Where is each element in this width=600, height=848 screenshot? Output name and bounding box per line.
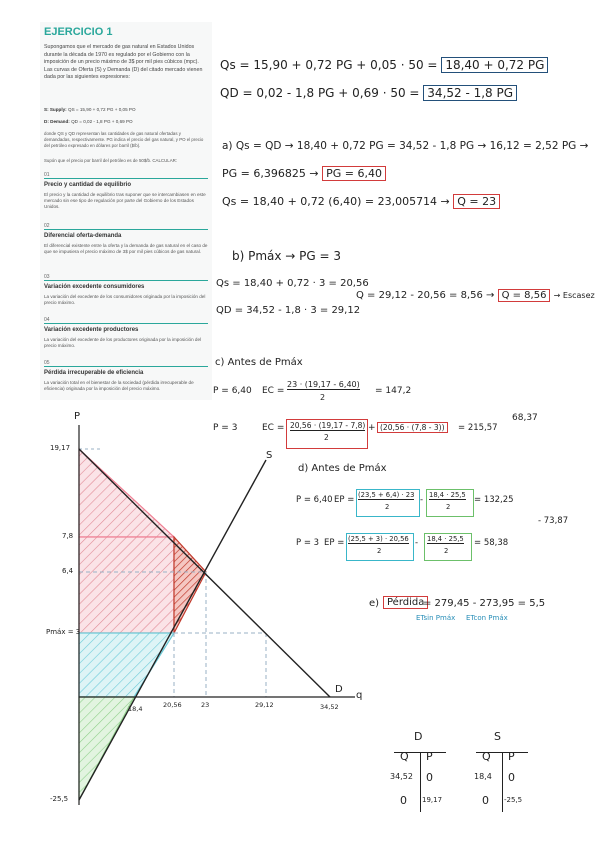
part-d-ep1-minus: - bbox=[420, 495, 424, 505]
section-desc-consumers: La variación del excedente de los consumidores originada por la imposición del precio máximo. bbox=[44, 294, 206, 305]
y-tick-6-4: 6,4 bbox=[62, 567, 74, 575]
part-c-ec2-box2: (20,56 · (7,8 - 3)) bbox=[377, 422, 448, 433]
producer-surplus-hatch bbox=[79, 633, 174, 697]
supply-table bbox=[476, 752, 528, 814]
demand-cell: 0 bbox=[400, 794, 407, 807]
part-c-ec1-num: 23 · (19,17 - 6,40) bbox=[287, 380, 360, 389]
demand-head-q: Q bbox=[400, 750, 409, 763]
part-e-loss-box: Pérdida bbox=[383, 596, 428, 609]
demand-cell: 34,52 bbox=[390, 772, 413, 781]
part-e-under-sin: ETsin Pmáx bbox=[416, 614, 456, 622]
x-tick-18-4: 18,4 bbox=[128, 705, 143, 713]
exercise-intro: Supongamos que el mercado de gas natural en Estados Unidos durante la década de 1970 es regulado por el Gobierno con la imposición de un precio máximo de 3$ por mil pies cúbicos (mpc). Las curvas de Oferta (S) y Demanda (D) del citado mercado vienen dada por las siguientes expresiones: bbox=[44, 44, 203, 81]
qd-equation: QD = 0,02 - 1,8 PG + 0,69 · 50 = 34,52 - 1,8 PG bbox=[220, 86, 517, 100]
section-desc-deadweight: La variación total en el bienestar de la sociedad (pérdida irrecuperable de eficiencia) originada por la imposición del precio máximo. bbox=[44, 380, 194, 391]
x-axis-label: q bbox=[356, 690, 363, 701]
section-desc-equilibrium: El precio y la cantidad de equilibrio tras suponer que se intercambiasen en este mercado sin ese tipo de regulación por parte del Gobierno de los Estados Unidos. bbox=[44, 192, 206, 209]
part-d-ep2-minus: - bbox=[415, 538, 419, 548]
demand-cell: 0 bbox=[426, 771, 433, 784]
supply-equation: S: Supply: QS = 15,90 + 0,72 PG + 0,05 PO bbox=[44, 107, 136, 112]
section-title-differential: Diferencial oferta-demanda bbox=[44, 233, 122, 239]
x-tick-20-56: 20,56 bbox=[163, 701, 182, 709]
part-d-p1: P = 6,40 bbox=[296, 495, 333, 505]
part-a-line3: Qs = 18,40 + 0,72 (6,40) = 23,005714 → Q = 23 bbox=[222, 195, 500, 208]
pmax-label: Pmáx = 3 bbox=[46, 628, 81, 636]
y-tick-neg-25-5: -25,5 bbox=[50, 795, 69, 803]
part-d-ep1-den2: 2 bbox=[446, 503, 451, 511]
part-d-ep1-num1: (23,5 + 6,4) · 23 bbox=[358, 491, 415, 499]
demand-equation: D: Demand: QD = 0,02 - 1,8 PG + 0,69 PO bbox=[44, 119, 133, 124]
part-c-ec2-lhs: EC = bbox=[262, 423, 285, 433]
part-e-label: e) bbox=[369, 598, 380, 609]
section-number: 04 bbox=[44, 317, 50, 323]
section-number: 05 bbox=[44, 360, 50, 366]
supply-cell: 18,4 bbox=[474, 772, 492, 781]
section-desc-differential: El diferencial existente entre la oferta y la demanda de gas natural en el caso de que se impusiera el precio máximo de 3$ por mil pies cúbicos de gas natural. bbox=[44, 243, 208, 254]
section-title-deadweight: Pérdida irrecuperable de eficiencia bbox=[44, 370, 144, 376]
section-number: 02 bbox=[44, 223, 50, 229]
part-c-difference: 68,37 bbox=[512, 413, 538, 423]
supply-table-title: S bbox=[494, 730, 501, 743]
part-e-equation: = 279,45 - 273,95 = 5,5 bbox=[423, 598, 546, 609]
part-d-ep1-num2: 18,4 · 25,5 bbox=[429, 491, 466, 499]
part-c-ec2-den: 2 bbox=[324, 433, 329, 442]
part-c-title: c) Antes de Pmáx bbox=[215, 357, 303, 368]
supply-cell: -25,5 bbox=[504, 796, 523, 804]
part-c-ec1-result: = 147,2 bbox=[375, 386, 412, 396]
supply-cell: 0 bbox=[508, 771, 515, 784]
demand-table-title: D bbox=[414, 730, 423, 743]
section-number: 01 bbox=[44, 172, 50, 178]
definitions-note: donde QS y QD representan las cantidades de gas natural ofertadas y demandadas, respectivamente. PG indica el precio del gas natural, y PO el precio del petróleo expresado en dólares por barril ($/b). bbox=[44, 131, 204, 148]
part-d-ep2-num2: 18,4 · 25,5 bbox=[427, 535, 464, 543]
qs-equation: Qs = 15,90 + 0,72 PG + 0,05 · 50 = 18,40 + 0,72 PG bbox=[220, 58, 548, 72]
part-b-qs: Qs = 18,40 + 0,72 · 3 = 20,56 bbox=[216, 278, 369, 289]
part-c-ec2-result: = 215,57 bbox=[458, 423, 498, 433]
x-tick-34-52: 34,52 bbox=[320, 703, 339, 711]
part-d-ep2-den2: 2 bbox=[444, 547, 449, 555]
section-number: 03 bbox=[44, 274, 50, 280]
part-c-ec2-plus: + bbox=[368, 423, 376, 433]
part-d-ep2-num1: (25,5 + 3) · 20,56 bbox=[348, 535, 409, 543]
section-desc-producers: La variación del excedente de los productores originada por la imposición del precio máximo. bbox=[44, 337, 202, 348]
demand-table bbox=[390, 750, 446, 814]
part-d-ep1-result: = 132,25 bbox=[474, 495, 514, 505]
y-tick-19-17: 19,17 bbox=[50, 444, 71, 452]
part-c-ec1-den: 2 bbox=[320, 393, 326, 402]
part-a-line2: PG = 6,396825 → PG = 6,40 bbox=[222, 167, 386, 180]
part-d-ep1-den1: 2 bbox=[385, 503, 390, 511]
oil-price-note: Supón que el precio por barril del petróleo es de 50$/b. CALCULAR: bbox=[44, 158, 178, 163]
part-c-p2: P = 3 bbox=[213, 423, 238, 433]
demand-cell: 19,17 bbox=[422, 796, 443, 804]
section-title-producers: Variación excedente productores bbox=[44, 327, 139, 333]
exercise-title: EJERCICIO 1 bbox=[44, 26, 113, 38]
part-c-ec1-lhs: EC = bbox=[262, 386, 285, 396]
part-b-qd: QD = 34,52 - 1,8 · 3 = 29,12 bbox=[216, 305, 361, 316]
part-d-ep2-lhs: EP = bbox=[324, 538, 345, 548]
part-c-p1: P = 6,40 bbox=[213, 386, 252, 396]
part-d-ep2-result: = 58,38 bbox=[474, 538, 509, 548]
part-b-title: b) Pmáx → PG = 3 bbox=[232, 249, 342, 263]
demand-curve-label: D bbox=[335, 684, 343, 695]
section-title-equilibrium: Precio y cantidad de equilibrio bbox=[44, 182, 132, 188]
part-d-title: d) Antes de Pmáx bbox=[298, 463, 387, 474]
y-tick-7-8: 7,8 bbox=[62, 532, 74, 540]
part-e-under-con: ETcon Pmáx bbox=[466, 614, 508, 622]
x-tick-29-12: 29,12 bbox=[255, 701, 274, 709]
part-c-ec2-num: 20,56 · (19,17 - 7,8) bbox=[290, 421, 366, 430]
demand-head-p: P bbox=[426, 750, 433, 763]
supply-cell: 0 bbox=[482, 794, 489, 807]
part-d-p2: P = 3 bbox=[296, 538, 320, 548]
part-d-ep2-den1: 2 bbox=[377, 547, 382, 555]
part-b-diff: Q = 29,12 - 20,56 = 8,56 → Q = 8,56 → Escasez bbox=[356, 290, 595, 301]
part-d-difference: - 73,87 bbox=[538, 516, 569, 526]
y-axis-label: P bbox=[74, 411, 81, 422]
supply-curve-label: S bbox=[266, 450, 273, 461]
supply-head-p: P bbox=[508, 750, 515, 763]
x-tick-23: 23 bbox=[201, 701, 210, 709]
part-a-line1: a) Qs = QD → 18,40 + 0,72 PG = 34,52 - 1,8 PG → 16,12 = 2,52 PG → bbox=[222, 140, 589, 152]
supply-head-q: Q bbox=[482, 750, 491, 763]
part-d-ep1-lhs: EP = bbox=[334, 495, 355, 505]
transfer-area-hatch bbox=[79, 537, 174, 633]
section-title-consumers: Variación excedente consumidores bbox=[44, 284, 145, 290]
